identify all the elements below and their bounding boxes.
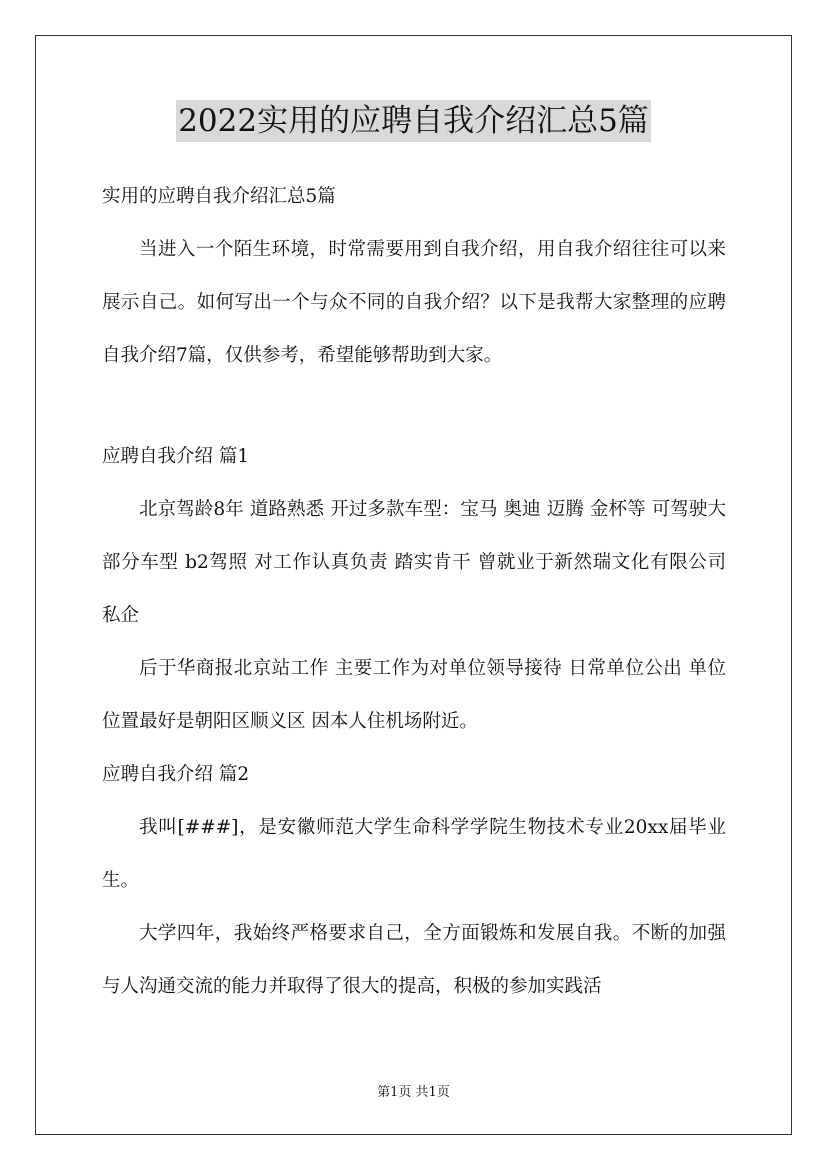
subtitle: 实用的应聘自我介绍汇总5篇: [102, 186, 336, 207]
document-body: [102, 170, 726, 1013]
intro-paragraph: 当进入一个陌生环境，时常需要用到自我介绍，用自我介绍往往可以来展示自己。如何写出一个与众不同的自我介绍？以下是我帮大家整理的应聘自我介绍7篇，仅供参考，希望能够帮助到大家。: [102, 239, 726, 366]
section-paragraph: 大学四年，我始终严格要求自己，全方面锻炼和发展自我。不断的加强与人沟通交流的能力并取得了很大的提高，积极的参加实践活: [102, 923, 726, 997]
page-footer: 第1页 共1页: [377, 1085, 450, 1100]
section-heading: 应聘自我介绍 篇1: [102, 446, 250, 467]
section-paragraph: 北京驾龄8年 道路熟悉 开过多款车型：宝马 奥迪 迈腾 金杯等 可驾驶大部分车型 b2驾照 对工作认真负责 踏实肯干 曾就业于新然瑞文化有限公司 私企: [102, 499, 726, 626]
section-paragraph: 我叫[###]，是安徽师范大学生命科学学院生物技术专业20xx届毕业生。: [102, 817, 726, 891]
title-wrap: [0, 100, 827, 142]
section-heading: 应聘自我介绍 篇2: [102, 764, 250, 785]
section-paragraph: 后于华商报北京站工作 主要工作为对单位领导接待 日常单位公出 单位位置最好是朝阳区顺义区 因本人住机场附近。: [102, 658, 726, 732]
spacer: [102, 382, 726, 430]
document-title: 2022实用的应聘自我介绍汇总5篇: [176, 100, 651, 142]
